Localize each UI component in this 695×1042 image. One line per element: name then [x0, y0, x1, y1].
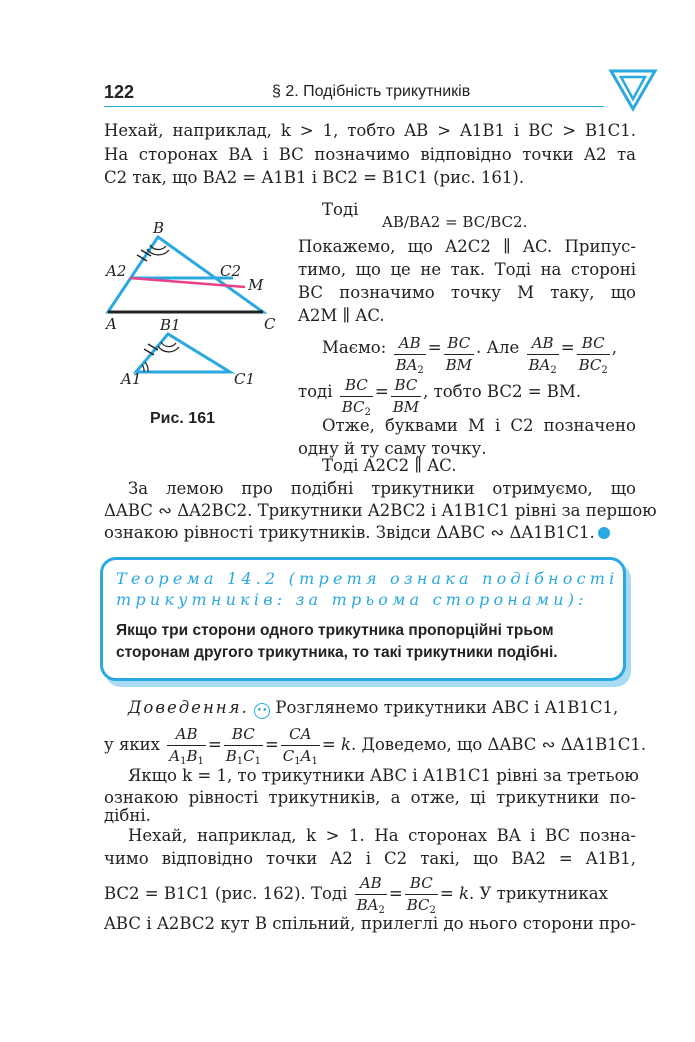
fig-label-B: B	[153, 219, 165, 237]
fig-label-M: M	[248, 276, 264, 294]
figure-caption: Рис. 161	[150, 410, 215, 427]
todi2-line: тоді $\frac{BC}{BC_2}$ = $\frac{BC}{BM}$ , тобто BC2 = BM.	[298, 376, 582, 418]
para1-line1: Нехай, наприклад, k > 1, тобто AB > A1B1 і BC > B1C1.	[104, 121, 636, 140]
theorem-title: Теорема 14.2 (третя ознака подібності трикутників: за трьома сторонами):	[116, 569, 619, 609]
show-line1: Покажемо, що A2C2 ∥ AC. Припус-	[298, 237, 636, 256]
fig-label-A2: A2	[106, 262, 127, 280]
proof-line1: Доведення. •• Розглянемо трикутники ABC і A1B1C1,	[128, 698, 619, 717]
para1-line2: На сторонах BA і BC позначимо відповідно точки A2 та	[104, 145, 636, 164]
triangle-logo-icon	[608, 68, 658, 112]
otzhe-line1: Отже, буквами M і C2 позначено	[322, 416, 636, 435]
todi-frac-line: Тоді AB/BA2 = BC/BC2.	[322, 186, 358, 234]
proof-line2: у яких $\frac{AB}{A_1B_1}$ = $\frac{BC}{B_1C_1}$ = $\frac{CA}{C_1A_1}$ = k. Доведемо, що ΔABC ∾ ΔA1B1C1.	[104, 725, 647, 767]
header-rule	[104, 106, 604, 107]
show-line4: A2M ∥ AC.	[298, 306, 385, 325]
fraction-AB-BA2-BC-BC2: AB/BA2 = BC/BC2.	[382, 213, 528, 231]
fig-label-A: A	[106, 315, 117, 333]
para1-line3: C2 так, що BA2 = A1B1 і BC2 = B1C1 (рис. 161).	[104, 168, 525, 187]
fig-label-C2: C2	[220, 262, 242, 280]
theorem-statement: Якщо три сторони одного трикутника пропорційні трьом сторонам другого трикутника, то такі трикутники подібні.	[116, 622, 558, 661]
proof-line8: BC2 = B1C1 (рис. 162). Тоді $\frac{AB}{BA_2}$ = $\frac{BC}{BC_2}$ = k. У трикутниках	[104, 874, 608, 916]
fig-label-A1: A1	[121, 370, 142, 388]
fig-label-C: C	[264, 315, 276, 333]
proof-line3: Якщо k = 1, то трикутники ABC і A1B1C1 рівні за третьою	[128, 766, 639, 785]
page-number: 122	[104, 82, 135, 102]
end-of-proof-dot-icon	[598, 527, 610, 539]
para2-line1: За лемою про подібні трикутники отримуємо, що	[128, 479, 636, 498]
fig-label-C1: C1	[234, 370, 256, 388]
otzhe-line2: одну й ту саму точку.	[298, 439, 487, 458]
proof-line5: дібні.	[104, 806, 151, 825]
mayemo-line: Маємо: $\frac{AB}{BA_2}$ = $\frac{BC}{BM}$ . Але $\frac{AB}{BA_2}$ = $\frac{BC}{BC_2}$ ,	[322, 334, 617, 376]
proof-line4: ознакою рівності трикутників, а отже, ці трикутники по-	[104, 788, 636, 807]
todi3-line: Тоді A2C2 ∥ AC.	[322, 456, 457, 475]
proof-line7: чимо відповідно точки A2 і C2 такі, що BA2 = A1B1,	[104, 849, 636, 868]
show-line3: BC позначимо точку M таку, що	[298, 283, 636, 302]
section-title: § 2. Подібність трикутників	[272, 83, 471, 100]
para2-line2: ΔABC ∾ ΔA2BC2. Трикутники A2BC2 і A1B1C1 рівні за першою	[104, 501, 657, 520]
fig-label-B1: B1	[160, 316, 181, 334]
proof-line9: ABC і A2BC2 кут B спільний, прилеглі до нього сторони про-	[104, 914, 636, 933]
proof-start-icon: ••	[254, 703, 270, 719]
para2-line3: ознакою рівності трикутників. Звідси ΔABC ∾ ΔA1B1C1.	[104, 522, 636, 544]
show-line2: тимо, що це не так. Тоді на стороні	[298, 260, 636, 279]
proof-line6: Нехай, наприклад, k > 1. На сторонах BA і BC позна-	[128, 826, 636, 845]
